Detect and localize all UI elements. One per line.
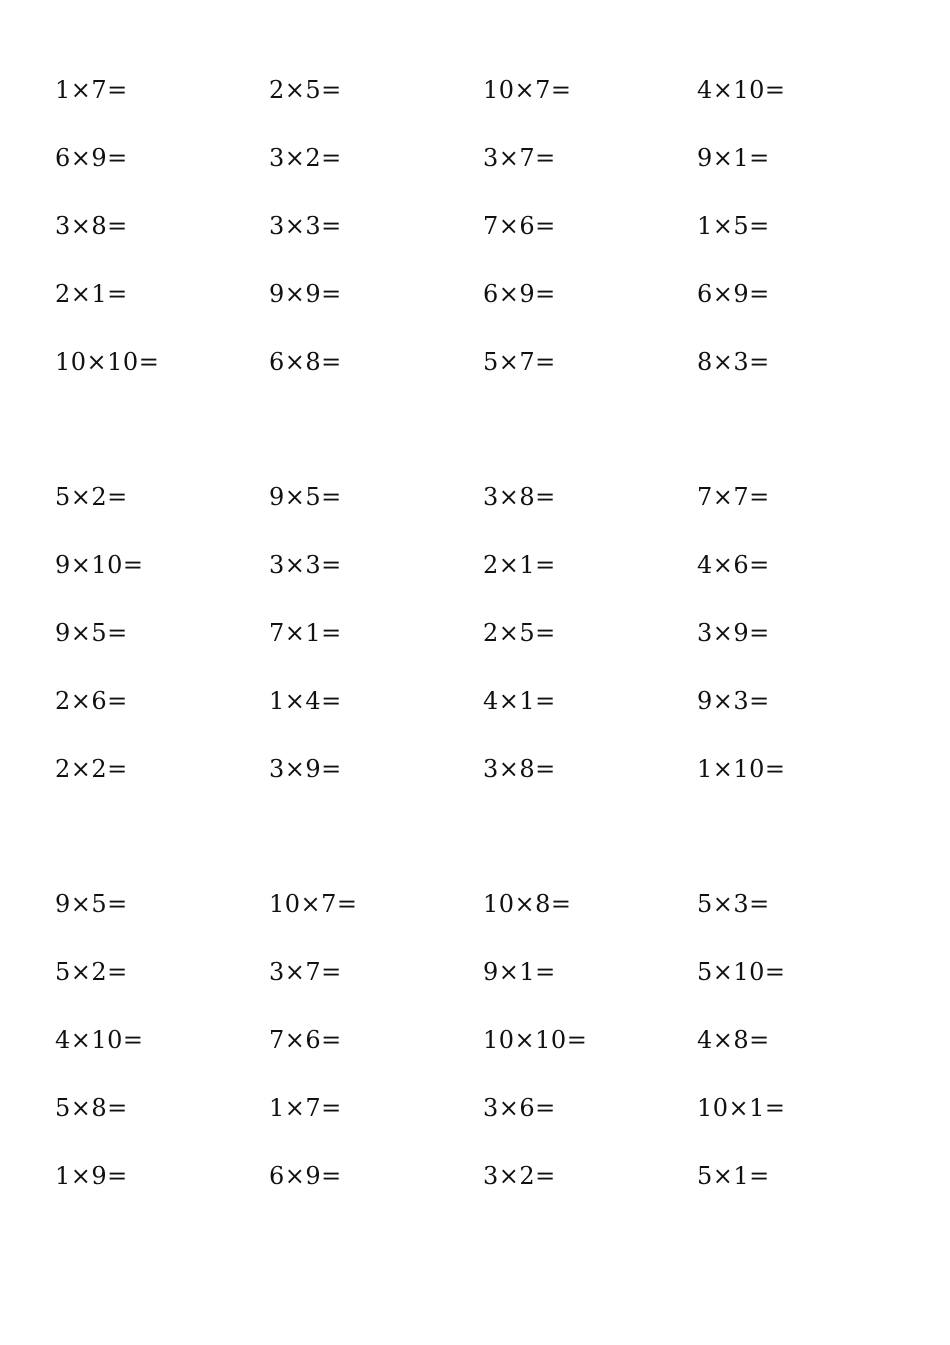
problem: 2×1= <box>483 551 556 579</box>
problem-section-1 <box>55 72 915 412</box>
problem: 1×4= <box>269 687 342 715</box>
problem-row <box>55 140 915 208</box>
problem-row <box>55 954 915 1022</box>
problem: 7×6= <box>483 212 556 240</box>
problem-row <box>55 547 915 615</box>
problem: 3×2= <box>483 1162 556 1190</box>
problem: 4×1= <box>483 687 556 715</box>
problem-row <box>55 344 915 412</box>
problem: 5×2= <box>55 483 128 511</box>
problem: 1×5= <box>697 212 770 240</box>
problem: 8×3= <box>697 348 770 376</box>
problem-row <box>55 683 915 751</box>
problem: 2×5= <box>269 76 342 104</box>
problem: 3×6= <box>483 1094 556 1122</box>
problem-row <box>55 72 915 140</box>
problem: 1×7= <box>269 1094 342 1122</box>
problem: 6×9= <box>697 280 770 308</box>
problem-row <box>55 479 915 547</box>
problem: 10×7= <box>269 890 358 918</box>
problem: 10×7= <box>483 76 572 104</box>
problem: 9×1= <box>697 144 770 172</box>
problem: 6×9= <box>55 144 128 172</box>
problem: 1×7= <box>55 76 128 104</box>
problem: 9×9= <box>269 280 342 308</box>
problem: 1×9= <box>55 1162 128 1190</box>
problem: 5×8= <box>55 1094 128 1122</box>
problem: 3×9= <box>269 755 342 783</box>
problem: 7×1= <box>269 619 342 647</box>
problem: 10×10= <box>483 1026 588 1054</box>
problem: 5×7= <box>483 348 556 376</box>
problem: 4×10= <box>55 1026 144 1054</box>
problem-row <box>55 1090 915 1158</box>
problem: 3×8= <box>483 755 556 783</box>
problem-section-3 <box>55 886 915 1226</box>
problem: 3×7= <box>483 144 556 172</box>
problem: 10×8= <box>483 890 572 918</box>
problem: 3×9= <box>697 619 770 647</box>
problem: 3×8= <box>483 483 556 511</box>
problem: 2×2= <box>55 755 128 783</box>
problem: 4×6= <box>697 551 770 579</box>
problem-row <box>55 276 915 344</box>
problem: 4×8= <box>697 1026 770 1054</box>
problem: 9×5= <box>55 619 128 647</box>
problem: 5×3= <box>697 890 770 918</box>
problem-section-2 <box>55 479 915 819</box>
problem: 5×1= <box>697 1162 770 1190</box>
problem: 6×9= <box>483 280 556 308</box>
problem: 9×5= <box>269 483 342 511</box>
problem: 6×9= <box>269 1162 342 1190</box>
problem: 9×5= <box>55 890 128 918</box>
problem: 1×10= <box>697 755 786 783</box>
problem: 3×3= <box>269 551 342 579</box>
problem: 2×5= <box>483 619 556 647</box>
problem-row <box>55 1158 915 1226</box>
problem: 3×7= <box>269 958 342 986</box>
problem: 2×6= <box>55 687 128 715</box>
problem: 3×8= <box>55 212 128 240</box>
problem: 3×3= <box>269 212 342 240</box>
problem-row <box>55 615 915 683</box>
problem-row <box>55 886 915 954</box>
problem: 6×8= <box>269 348 342 376</box>
problem: 5×2= <box>55 958 128 986</box>
problem: 10×1= <box>697 1094 786 1122</box>
problem-row <box>55 1022 915 1090</box>
problem: 5×10= <box>697 958 786 986</box>
problem: 9×1= <box>483 958 556 986</box>
problem: 2×1= <box>55 280 128 308</box>
problem: 9×10= <box>55 551 144 579</box>
problem: 9×3= <box>697 687 770 715</box>
problem: 4×10= <box>697 76 786 104</box>
problem-row <box>55 208 915 276</box>
problem: 7×7= <box>697 483 770 511</box>
problem: 10×10= <box>55 348 160 376</box>
problem: 3×2= <box>269 144 342 172</box>
problem-row <box>55 751 915 819</box>
problem: 7×6= <box>269 1026 342 1054</box>
